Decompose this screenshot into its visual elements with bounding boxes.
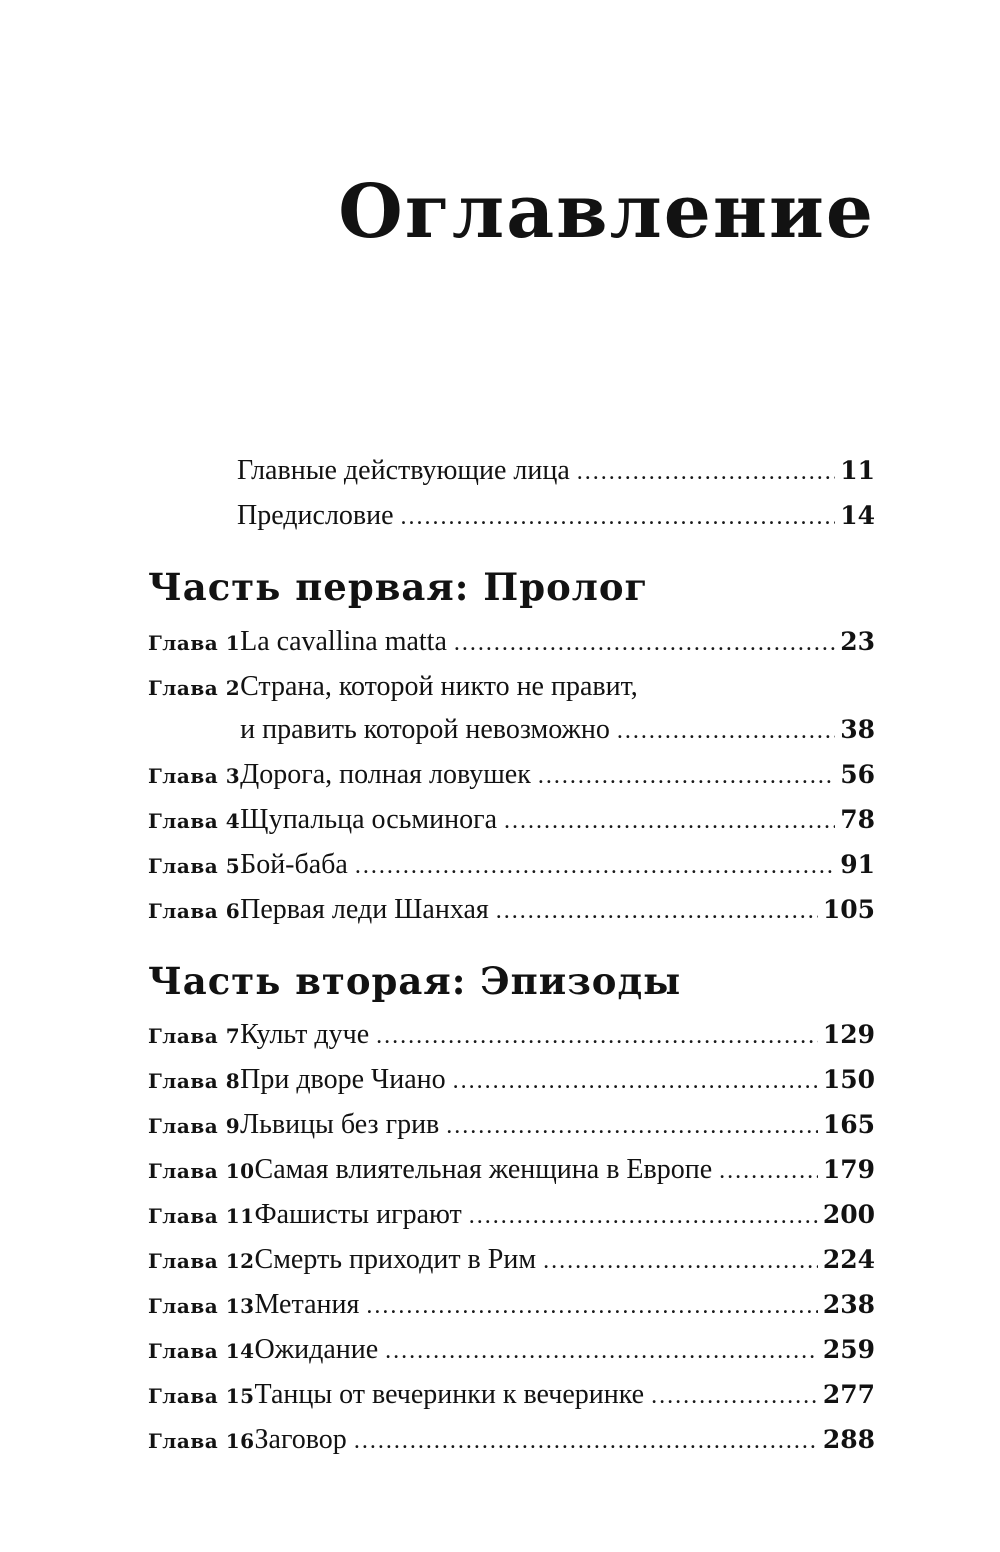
- chapter-label: Глава 8: [148, 1069, 241, 1094]
- page-number: 23: [840, 626, 875, 656]
- dot-leader: [538, 753, 835, 798]
- dot-leader: [385, 1328, 818, 1373]
- dot-leader: [496, 888, 818, 933]
- toc-row: [148, 1103, 875, 1148]
- chapter-label: Глава 3: [148, 763, 241, 788]
- chapter-label: Глава 12: [148, 1249, 255, 1274]
- chapter-label: Глава 5: [148, 853, 241, 878]
- page-number: 91: [840, 849, 875, 879]
- chapter-label: Глава 4: [148, 808, 241, 833]
- page-number: 56: [840, 759, 875, 789]
- dot-leader: [454, 620, 835, 665]
- page-number: 179: [822, 1155, 875, 1185]
- chapter-label: Глава 7: [148, 1024, 241, 1049]
- dot-leader: [453, 1058, 818, 1103]
- chapter-title: При дворе Чиано: [240, 1064, 446, 1096]
- page-number: 150: [822, 1065, 875, 1095]
- chapter-label: Глава 10: [148, 1159, 255, 1184]
- chapter-title: Бой-баба: [240, 848, 348, 880]
- page-number: 38: [840, 714, 875, 744]
- toc-row: [148, 888, 875, 933]
- chapter-title: Культ дуче: [240, 1019, 370, 1051]
- entry-title: Предисловие: [237, 500, 394, 532]
- chapter-title: Танцы от вечеринки к вечеринке: [254, 1379, 645, 1411]
- chapter-title: Львицы без грив: [240, 1109, 440, 1141]
- page-number: 288: [822, 1425, 875, 1455]
- toc-row: [148, 843, 875, 888]
- chapter-title-continuation-row: [240, 708, 875, 753]
- toc-row: [148, 1148, 875, 1193]
- dot-leader: [617, 708, 835, 753]
- dot-leader: [446, 1103, 818, 1148]
- dot-leader: [651, 1373, 818, 1418]
- dot-leader: [355, 843, 835, 888]
- chapter-label: Глава 15: [148, 1384, 255, 1409]
- toc-row: [148, 1058, 875, 1103]
- toc-row: [148, 1328, 875, 1373]
- toc-row: [148, 1283, 875, 1328]
- page-title: Оглавление: [338, 169, 875, 255]
- chapter-title: Страна, которой никто не правит,: [240, 670, 638, 702]
- chapter-title: Первая леди Шанхая: [240, 893, 489, 925]
- part-heading: Часть вторая: Эпизоды: [148, 958, 682, 1003]
- page-number: 224: [822, 1245, 875, 1275]
- chapter-label: Глава 9: [148, 1114, 241, 1139]
- page-number: 165: [822, 1110, 875, 1140]
- chapter-title-continuation: и править которой невозможно: [240, 713, 610, 745]
- chapter-title: Щупальца осьминога: [240, 803, 498, 835]
- chapter-title: Заговор: [254, 1424, 347, 1456]
- dot-leader: [401, 494, 836, 539]
- page-number: 277: [822, 1380, 875, 1410]
- page-number: 78: [840, 804, 875, 834]
- chapter-title: Метания: [254, 1289, 360, 1321]
- dot-leader: [469, 1193, 818, 1238]
- toc-row: [148, 1013, 875, 1058]
- toc-row: [148, 1193, 875, 1238]
- toc-row: [148, 1373, 875, 1418]
- toc-row: [148, 798, 875, 843]
- chapter-label: Глава 16: [148, 1429, 255, 1454]
- page-number: 105: [822, 894, 875, 924]
- toc-row: [148, 665, 875, 753]
- dot-leader: [719, 1148, 818, 1193]
- chapter-title: La cavallina matta: [240, 625, 447, 657]
- toc-row: [148, 494, 875, 539]
- chapter-label: Глава 13: [148, 1294, 255, 1319]
- toc-row: [148, 620, 875, 665]
- toc-row: [148, 753, 875, 798]
- toc-row: [148, 1418, 875, 1463]
- page-number: 14: [840, 501, 875, 531]
- toc-row: [148, 1238, 875, 1283]
- page-number: 11: [840, 456, 875, 486]
- dot-leader: [543, 1238, 818, 1283]
- toc-row: [148, 449, 875, 494]
- dot-leader: [366, 1283, 817, 1328]
- chapter-title: Фашисты играют: [254, 1199, 462, 1231]
- dot-leader: [504, 798, 835, 843]
- chapter-label: Глава 6: [148, 898, 241, 923]
- chapter-title: Самая влиятельная женщина в Европе: [254, 1154, 713, 1186]
- chapter-title: Дорога, полная ловушек: [240, 758, 531, 790]
- front-matter-section: [148, 449, 875, 539]
- chapter-label: Глава 2: [148, 675, 241, 700]
- chapter-title: Ожидание: [254, 1334, 379, 1366]
- chapter-title-stack: [240, 665, 875, 753]
- page-number: 129: [822, 1020, 875, 1050]
- entry-title: Главные действующие лица: [237, 455, 570, 487]
- page-number: 238: [822, 1290, 875, 1320]
- chapter-title: Смерть приходит в Рим: [254, 1244, 537, 1276]
- dot-leader: [376, 1013, 818, 1058]
- dot-leader: [354, 1418, 818, 1463]
- page-number: 200: [822, 1200, 875, 1230]
- chapter-label: Глава 11: [148, 1204, 255, 1229]
- page-number: 259: [822, 1335, 875, 1365]
- dot-leader: [577, 449, 835, 494]
- chapter-label: Глава 1: [148, 630, 241, 655]
- part-heading: Часть первая: Пролог: [148, 565, 649, 610]
- chapter-label: Глава 14: [148, 1339, 255, 1364]
